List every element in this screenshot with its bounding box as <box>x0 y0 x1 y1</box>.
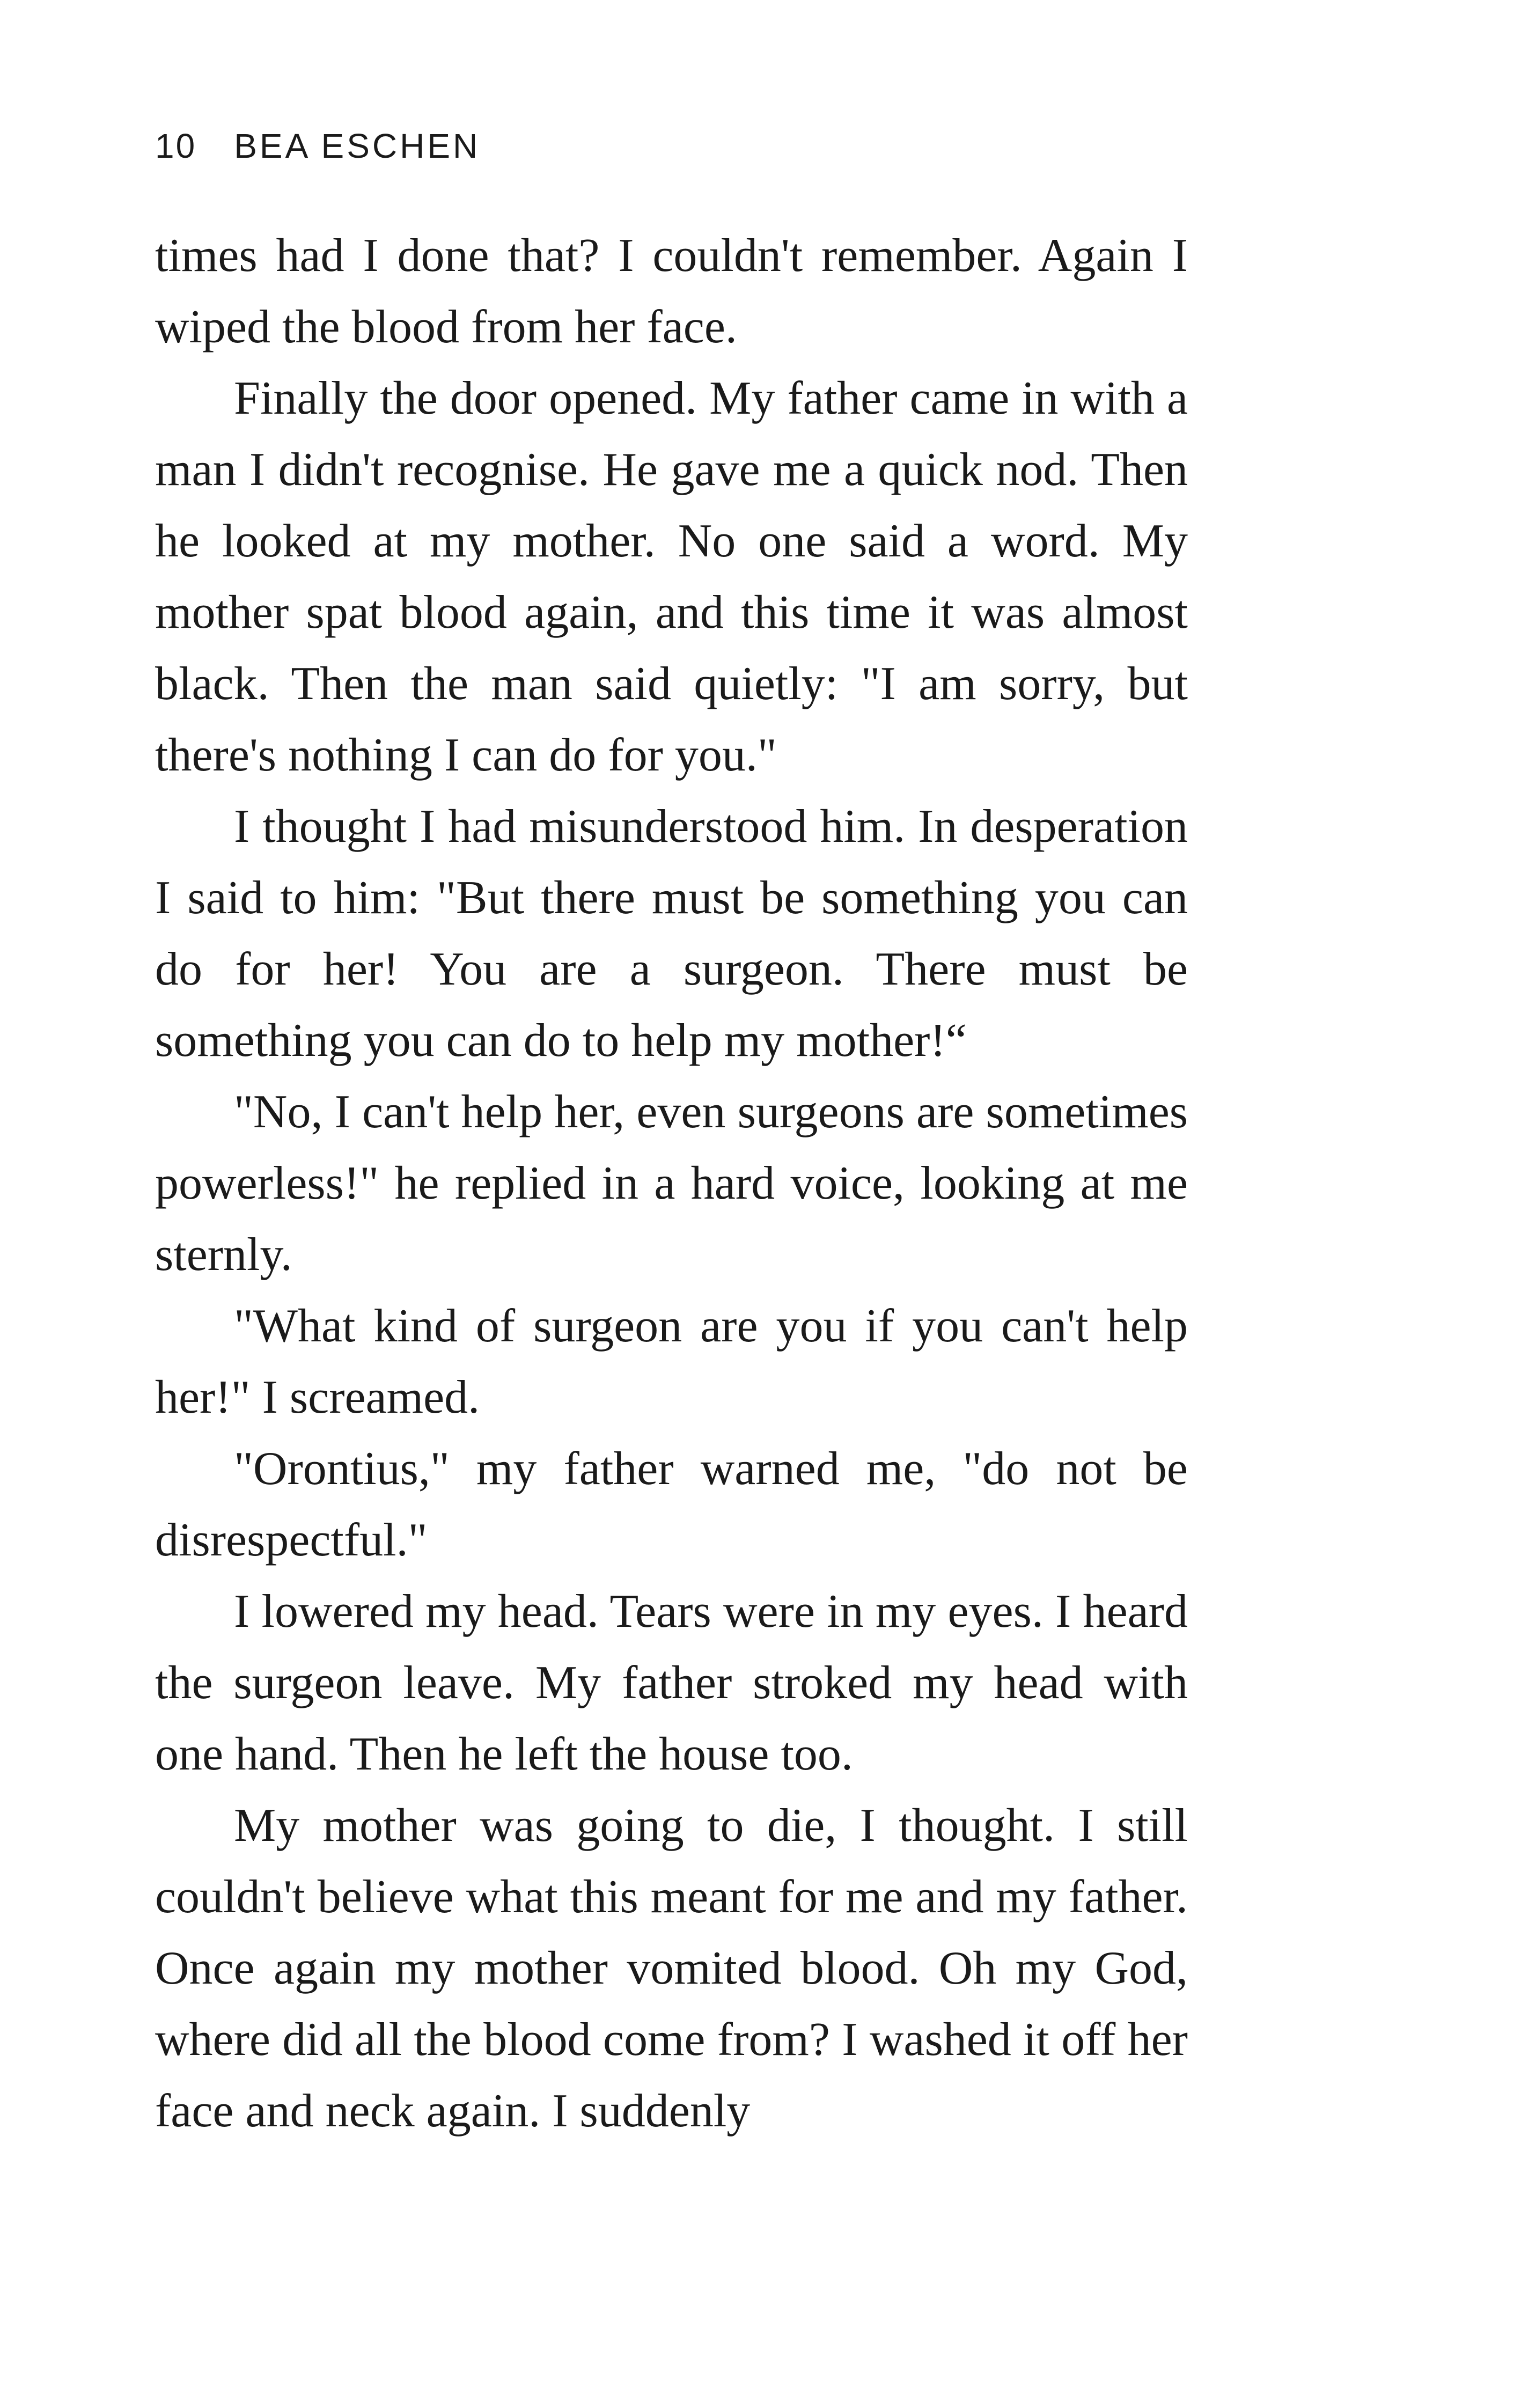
paragraph-3: I thought I had misunderstood him. In desperation I said to him: "But there must be something you can do for her! You are a surgeon. There must be something you can do to help my mother!“ <box>155 801 1188 1067</box>
paragraph-1: times had I done that? I couldn't remember. Again I wiped the blood from her face. <box>155 230 1188 353</box>
running-head <box>155 124 480 167</box>
paragraph-7: I lowered my head. Tears were in my eyes. I heard the surgeon leave. My father stroked my head with one hand. Then he left the house too. <box>155 1585 1188 1780</box>
page-number: 10 <box>155 127 197 165</box>
paragraph-8: My mother was going to die, I thought. I still couldn't believe what this meant for me and my father. Once again my mother vomited blood. Oh my God, where did all the blood come from? I washed it off her face and neck again. I suddenly <box>155 1800 1188 2137</box>
paragraph-2: Finally the door opened. My father came in with a man I didn't recognise. He gave me a quick nod. Then he looked at my mother. No one said a word. My mother spat blood again, and this time it was almost black. Then the man said quietly: "I am sorry, but there's nothing I can do for you." <box>155 372 1188 781</box>
paragraph-4: "No, I can't help her, even surgeons are sometimes powerless!" he replied in a hard voice, looking at me sternly. <box>155 1086 1188 1281</box>
body-text <box>155 220 1188 2147</box>
paragraph-6: "Orontius," my father warned me, "do not be disrespectful." <box>155 1443 1188 1566</box>
paragraph-5: "What kind of surgeon are you if you can't help her!" I screamed. <box>155 1300 1188 1423</box>
author-name: BEA ESCHEN <box>234 127 481 165</box>
